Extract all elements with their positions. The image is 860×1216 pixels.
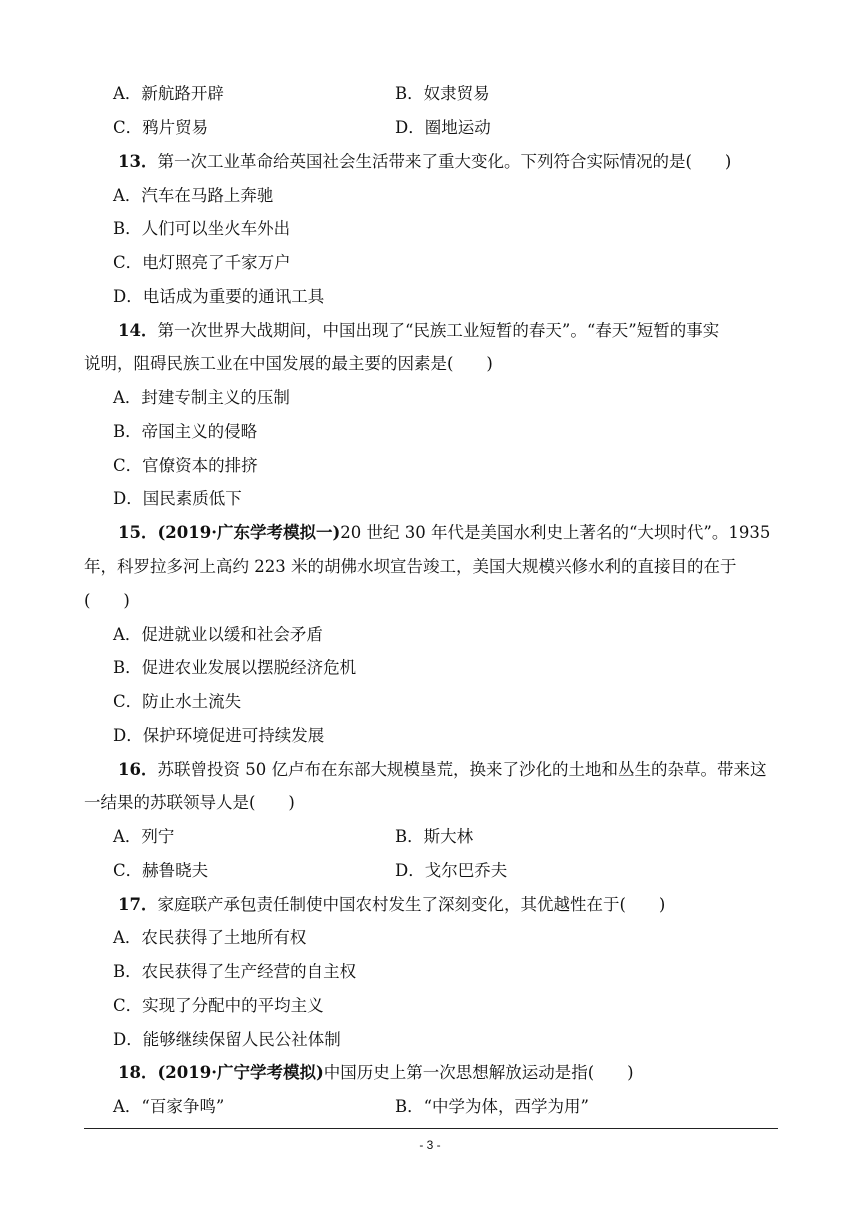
question-number: 17． [118,895,158,914]
answer-option: D．电话成为重要的通讯工具 [113,287,325,306]
question-stem [118,1062,634,1084]
answer-option: C．实现了分配中的平均主义 [113,996,324,1015]
answer-option: C．官僚资本的排挤 [113,456,258,475]
answer-option: C．防止水土流失 [113,692,242,711]
question-stem [118,759,766,781]
question-text-continued: 说明，阻碍民族工业在中国发展的最主要的因素是( ) [84,354,493,373]
answer-option: D．国民素质低下 [113,489,242,508]
question-number: 14． [118,321,158,340]
answer-option: B．促进农业发展以摆脱经济危机 [113,658,357,677]
question-text: 苏联曾投资 50 亿卢布在东部大规模垦荒，换来了沙化的土地和丛生的杂草。带来这 [157,760,767,779]
page-number: - 3 - [419,1138,441,1152]
question-source: (2019·广宁学考模拟) [157,1063,324,1082]
question-stem [118,320,719,342]
question-text: 中国历史上第一次思想解放运动是指( ) [323,1063,634,1082]
question-text: 第一次世界大战期间，中国出现了“民族工业短暂的春天”。“春天”短暂的事实 [157,321,720,340]
answer-option: A．“百家争鸣” [113,1097,225,1116]
answer-option: D．戈尔巴乔夫 [395,861,508,880]
answer-option: A．列宁 [113,827,175,846]
answer-option: D．圈地运动 [395,118,491,137]
answer-option: B．斯大林 [395,827,474,846]
answer-option: B．人们可以坐火车外出 [113,219,291,238]
answer-option: D．保护环境促进可持续发展 [113,726,325,745]
question-text-continued: 一结果的苏联领导人是( ) [84,793,295,812]
answer-option: A．新航路开辟 [113,84,224,103]
question-number: 18． [118,1063,158,1082]
question-source: (2019·广东学考模拟一) [157,523,341,542]
question-number: 16． [118,760,158,779]
answer-option: A．封建专制主义的压制 [113,388,290,407]
question-stem [118,894,665,916]
question-stem [118,522,770,544]
question-text: 第一次工业革命给英国社会生活带来了重大变化。下列符合实际情况的是( ) [157,152,732,171]
answer-option: B．帝国主义的侵略 [113,422,258,441]
answer-option: A．促进就业以缓和社会矛盾 [113,625,323,644]
question-number: 13． [118,152,158,171]
answer-option: B．农民获得了生产经营的自主权 [113,962,357,981]
answer-option: B．“中学为体，西学为用” [395,1097,589,1116]
answer-option: C．赫鲁晓夫 [113,861,209,880]
question-text: 家庭联产承包责任制使中国农村发生了深刻变化，其优越性在于( ) [157,895,666,914]
answer-option: C．电灯照亮了千家万户 [113,253,291,272]
question-text: 20 世纪 30 年代是美国水利史上著名的“大坝时代”。1935 [340,523,771,542]
answer-option: C．鸦片贸易 [113,118,209,137]
question-stem [118,151,731,173]
question-number: 15． [118,523,158,542]
question-text-continued: 年，科罗拉多河上高约 223 米的胡佛水坝宣告竣工，美国大规模兴修水利的直接目的在于 [84,557,737,576]
answer-option: A．汽车在马路上奔驰 [113,186,274,205]
footer-divider [84,1128,778,1129]
answer-option: A．农民获得了土地所有权 [113,928,307,947]
question-text-continued: ( ) [84,591,130,610]
answer-option: B．奴隶贸易 [395,84,490,103]
answer-option: D．能够继续保留人民公社体制 [113,1030,341,1049]
